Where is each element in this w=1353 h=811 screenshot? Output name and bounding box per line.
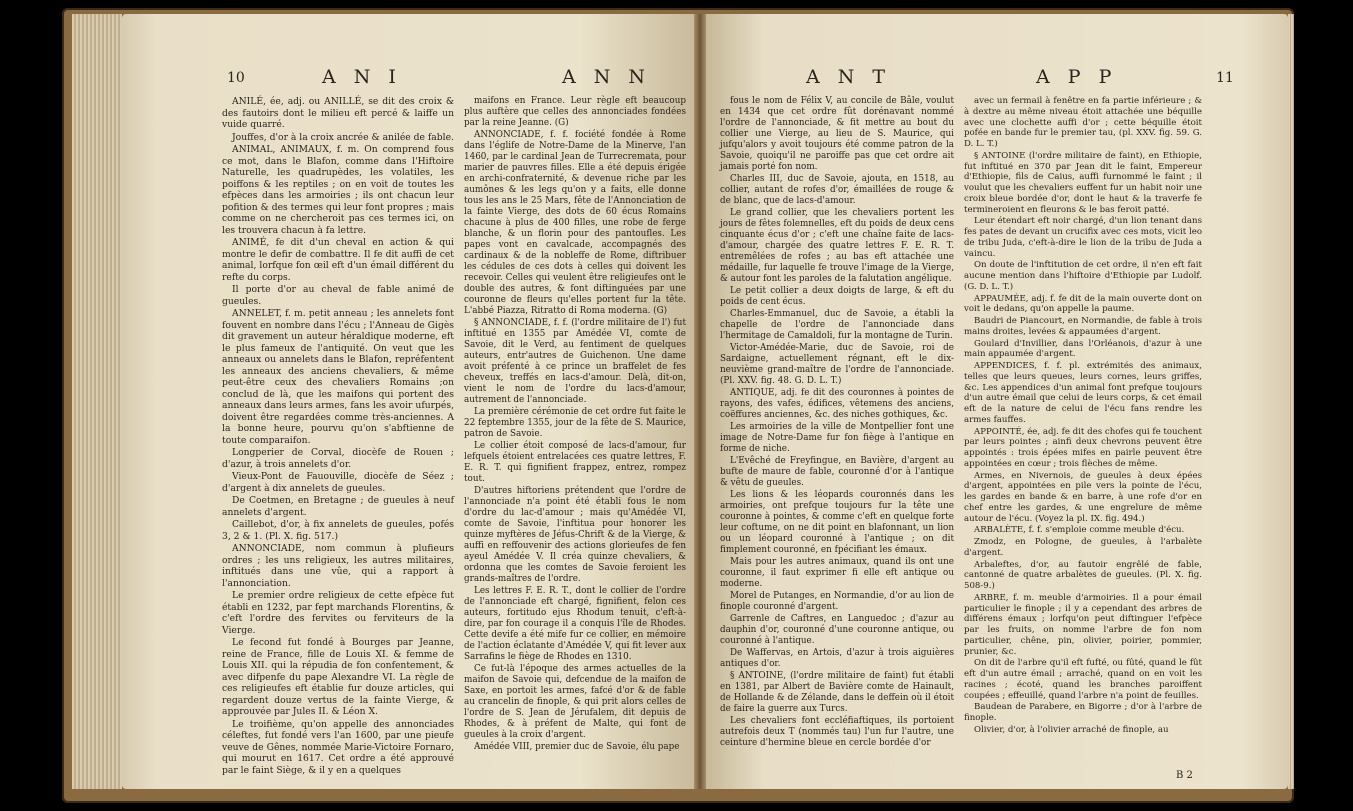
page-stack-right (1288, 14, 1294, 789)
signature-mark: B 2 (1176, 770, 1193, 781)
paragraph: Zmodz, en Pologne, de gueules, à l'arbalète d'argent. (964, 537, 1202, 558)
paragraph: De Waffervas, en Artois, d'azur à trois aiguières antiques d'or. (720, 648, 954, 669)
paragraph: Baudri de Piancourt, en Normandie, de fable à trois mains droites, levées & appaumées d'argent. (964, 316, 1202, 337)
paragraph: Les armoiries de la ville de Montpellier font une image de Notre-Dame fur fon fiège à l'antique en forme de niche. (720, 422, 954, 454)
book-gutter (694, 14, 706, 789)
page-number-left: 10 (227, 70, 245, 86)
paragraph: Leur étendart eft noir chargé, d'un lion tenant dans fes pates de devant un crucifix avec ces mots, vicit leo de tribu Juda, c'eft-à-dire le lion de la tribu de Juda a vaincu. (964, 216, 1202, 259)
paragraph: Longperier de Corval, diocèfe de Rouen ; d'azur, à trois annelets d'or. (222, 447, 454, 470)
paragraph: ANILÉ, ée, adj. ou ANILLÉ, se dit des croix & des fautoirs dont le milieu eft percé & laiffe un vuide quarré. (222, 96, 454, 130)
paragraph: Charles III, duc de Savoie, ajouta, en 1518, au collier, autant de rofes d'or, émaillées de rouge & de blanc, que de lacs-d'amour. (720, 174, 954, 206)
paragraph: Garrenle de Caftres, en Languedoc ; d'azur au dauphin d'or, couronné d'une couronne antique, ou couronné à l'antique. (720, 614, 954, 646)
paragraph: Arbaleftes, d'or, au fautoir engrêlé de fable, cantonné de quatre arbalètes de gueules. (Pl. X. fig. 508-9.) (964, 559, 1202, 591)
paragraph: § ANNONCIADE, f. f. (l'ordre militaire de l') fut inftitué en 1355 par Amédée VI, comte de Savoie, dit le Verd, au fentiment de quelques auteurs, entr'autres de Guichenon. Une dame avoit préfenté à ce prince un braffelet de fes cheveux, treffés en lacs-d'amour. Delà, dit-on, vient le nom de l'ordre du lacs-d'amour, autrement de l'annonciade. (464, 318, 686, 405)
paragraph: Les lions & les léopards couronnés dans les armoiries, ont prefque toujours fur la tête une couronne à pointes, & comme c'eft en quelque forte leur coftume, on ne dit point en blafonnant, un lion ou un léopard couronné à l'antique ; on dit fimplement couronné, en fpécifiant les émaux. (720, 490, 954, 555)
paragraph: ANIMÉ, fe dit d'un cheval en action & qui montre le defir de combattre. Il fe dit auffi de cet animal, lorfque fon œil eft d'un émail différent du refte du corps. (222, 237, 454, 283)
paragraph: Le collier étoit composé de lacs-d'amour, fur lefquels étoient entrelacées ces quatre lettres, F. E. R. T. qui fignifient frappez, entrez, rompez tout. (464, 441, 686, 484)
paragraph: ARBRE, f. m. meuble d'armoiries. Il a pour émail particulier le finople ; il y a cependant des arbres de différens émaux ; lorfqu'on peut diftinguer l'efpèce par les fruits, on nomme l'arbre de fon nom particulier, chêne, pin, olivier, poirier, pommier, prunier, &c. (964, 592, 1202, 657)
paragraph: ANNONCIADE, nom commun à plufieurs ordres ; les uns religieux, les autres militaires, inftitués dans une vûe, qui a rapport à l'annonciation. (222, 543, 454, 589)
paragraph: Morel de Putanges, en Normandie, d'or au lion de finople couronné d'argent. (720, 591, 954, 612)
paragraph: ANTIQUE, adj. fe dit des couronnes à pointes de rayons, des vafes, édifices, vêtemens des anciens, coëffures anciennes, &c. des niches gothiques, &c. (720, 388, 954, 420)
paragraph: Olivier, d'or, à l'olivier arraché de finople, au (974, 724, 1169, 735)
paragraph: Le troifième, qu'on appelle des annonciades céleftes, fut fondé vers l'an 1600, par une pieufe veuve de Gênes, nommée Marie-Victoire Fornaro, qui mourut en 1617. Cet ordre a été approuvé par le faint Siège, & il y en a quelques (222, 718, 454, 776)
column-4 (964, 96, 1202, 737)
paragraph: Le fecond fut fondé à Bourges par Jeanne, reine de France, fille de Louis XI. & femme de Louis XII. qui la répudia de fon confentement, & avec difpenfe du pape Alexandre VI. La règle de ces religieufes eft établie fur douze articles, qui regardent douze vertus de la fainte Vierge, & approuvée par Jules II. & Léon X. (222, 637, 454, 717)
paragraph: fous le nom de Félix V, au concile de Bâle, voulut en 1434 que cet ordre fût dorénavant nommé l'ordre de l'annonciade, & fit mettre au bout du collier une Vierge, au lieu de S. Maurice, qui jufqu'alors y avoit toujours été comme patron de la Savoie, quoiqu'il ne paroiffe pas que cet ordre ait jamais porté fon nom. (720, 96, 954, 172)
paragraph: Armes, en Nivernois, de gueules à deux épées d'argent, appointées en pile vers la pointe de l'écu, les gardes en bande & en barre, à une rofe d'or en chef entre les gardes, & une engrelure de même autour de l'écu. (Voyez la pl. IX. fig. 494.) (964, 470, 1202, 524)
paragraph: Ce fut-là l'époque des armes actuelles de la maifon de Savoie qui, defcendue de la maifon de Saxe, en portoit les armes, fafcé d'or & de fable au crancelin de finople, & qui prit alors celles de l'ordre de S. Jean de Jérufalem, dit depuis de Rhodes, & à préfent de Malte, qui font de gueules à la croix d'argent. (464, 664, 686, 740)
paragraph: De Coetmen, en Bretagne ; de gueules à neuf annelets d'argent. (222, 495, 454, 518)
paragraph: Les chevaliers font eccléfiaftiques, ils portoient autrefois deux T (nommés tau) l'un fur l'autre, une ceinture d'hermine bleue en cercle bordée d'or (720, 716, 954, 748)
paragraph: § ANTOINE, (l'ordre militaire de faint) fut établi en 1381, par Albert de Bavière comte de Hainault, de Hollande & de Zélande, dans le deffein où il étoit de faire la guerre aux Turcs. (720, 671, 954, 714)
paragraph: Amédée VIII, premier duc de Savoie, élu pape (474, 742, 680, 752)
paragraph: Il porte d'or au cheval de fable animé de gueules. (222, 284, 454, 307)
paragraph: On doute de l'inftitution de cet ordre, il n'en eft fait aucune mention dans l'hiftoire d'Ethiopie par Ludolf. (G. D. L. T.) (964, 260, 1202, 292)
column-3 (720, 96, 954, 750)
paragraph: ANNELET, f. m. petit anneau ; les annelets font fouvent en nombre dans l'écu ; l'Anneau de Gigès dit gravement un auteur héraldique moderne, eft le plus fameux de l'antiquité. On veut que les anneaux ou annelets dans le Blafon, repréfentent les anneaux des anciens chevaliers, & même peut-être ceux des chevaliers Romains ;on conclud de là, que les maifons qui portent des anneaux dans leurs armes, fans les avoir ufurpés, doivent être regardées comme très-anciennes. A la bonne heure, pourvu qu'on s'abftienne de toute comparaifon. (222, 308, 454, 446)
paragraph: Le petit collier a deux doigts de large, & eft du poids de cent écus. (720, 286, 954, 307)
paragraph: Victor-Amédée-Marie, duc de Savoie, roi de Sardaigne, actuellement régnant, eft le dix-neuvième grand-maître de l'ordre de l'annonciade. (Pl. XXV. fig. 48. G. D. L. T.) (720, 343, 954, 386)
paragraph: APPENDICES, f. f. pl. extrémités des animaux, telles que leurs queues, leurs cornes, leurs griffes, &c. Les appendices d'un animal font prefque toujours d'un autre émail que celui de leurs corps, & cet émail eft de la nature de celui de l'écu fans rendre les armes fauffes. (964, 361, 1202, 425)
paragraph: avec un fermail à fenêtre en fa partie inférieure ; & à dextre au même niveau étoit attachée une béquille avec une clochette auffi d'or ; cette béquille étoit pofée en bande fur le premier tau, (pl. XXV. fig. 59. G. D. L. T.) (964, 96, 1202, 149)
paragraph: Charles-Emmanuel, duc de Savoie, a établi la chapelle de l'ordre de l'annonciade dans l'hermitage de Camaldoli, fur la montagne de Turin. (720, 309, 954, 341)
paragraph: Vieux-Pont de Fauouville, diocèfe de Séez ; d'argent à dix annelets de gueules. (222, 471, 454, 494)
paragraph: ANIMAL, ANIMAUX, f. m. On comprend fous ce mot, dans le Blafon, comme dans l'Hiftoire Naturelle, les quadrupèdes, les volatiles, les poiffons & les reptiles ; on en voit de toutes les efpèces dans les armoiries ; ils ont chacun leur pofition & des termes qui leur font propres ; mais comme on ne chercheroit pas ces termes ici, on les trouvera chacun à fa lettre. (222, 144, 454, 236)
column-1 (222, 96, 454, 777)
left-page (122, 14, 694, 789)
paragraph: L'Evêché de Freyfingue, en Bavière, d'argent au bufte de maure de fable, couronné d'or à l'antique & vêtu de gueules. (720, 456, 954, 488)
paragraph: maifons en France. Leur règle eft beaucoup plus auftère que celles des annonciades fondées par la reine Jeanne. (G) (464, 96, 686, 128)
paragraph: Jouffes, d'or à la croix ancrée & anilée de fable. (232, 131, 454, 143)
paragraph: La première cérémonie de cet ordre fut faite le 22 feptembre 1355, jour de la fête de S. Maurice, patron de Savoie. (464, 407, 686, 439)
paragraph: Caillebot, d'or, à fix annelets de gueules, pofés 3, 2 & 1. (Pl. X. fig. 517.) (222, 519, 454, 542)
paragraph: ARBALÈTE, f. f. s'emploie comme meuble d'écu. (974, 525, 1185, 536)
right-page (706, 14, 1288, 789)
paragraph: Le grand collier, que les chevaliers portent les jours de fêtes folemnelles, eft du poids de deux cens cinquante écus d'or ; c'eft une chaîne faite de lacs-d'amour, chargée des quatre lettres F. E. R. T. entremêlées de rofes ; au bas eft attachée une médaille, fur laquelle fe trouve l'image de la Vierge, & autour font les paroles de la falutation angélique. (720, 208, 954, 284)
paragraph: § ANTOINE (l'ordre militaire de faint), en Ethiopie, fut inftitué en 370 par Jean dit le faint, Empereur d'Ethiopie, fils de Caius, auffi furnommé le faint ; il voulut que les chevaliers euffent fur un habit noir une croix bleue bordée d'or, dont le haut & la traverfe fe termineroient en fleurons & le bas feroit patté. (964, 150, 1202, 215)
paragraph: D'autres hiftoriens prétendent que l'ordre de l'annonciade n'a point été établi fous le nom d'ordre du lac-d'amour ; mais qu'Amédée VI, comte de Savoie, l'inftitua pour honorer les quinze myftères de Jéfus-Chrift & de la Vierge, & auffi en reffouvenir des actions glorieufes de fen ayeul Amédée V. Il créa quinze chevaliers, & ordonna que les comtes de Savoie feroient les grands-maîtres de l'ordre. (464, 486, 686, 584)
paragraph: Mais pour les autres animaux, quand ils ont une couronne, il faut exprimer fi elle eft antique ou moderne. (720, 557, 954, 589)
page-number-right: 11 (1216, 70, 1234, 86)
running-head-right: A P P (1036, 66, 1118, 88)
paragraph: Goulard d'Invillier, dans l'Orléanois, d'azur à une main appaumée d'argent. (964, 338, 1202, 360)
paragraph: Baudean de Parabere, en Bigorre ; d'or à l'arbre de finople. (964, 702, 1202, 723)
page-stack-left (72, 14, 122, 789)
paragraph: ANNONCIADE, f. f. fociété fondée à Rome dans l'églife de Notre-Dame de la Minerve, l'an 1460, par le cardinal Jean de Turrecremata, pour marier de pauvres filles. Elle a été depuis érigée en archi-confraternité, & devenue riche par les aumônes & les legs qu'on y a faits, elle donne tous les ans le 25 Mars, fête de l'Annonciation de la fainte Vierge, des dots de 60 écus Romains chacune à plus de 400 filles, une robe de ferge blanche, & un florin pour des pantoufles. Les papes vont en cavalcade, accompagnés des cardinaux & de la nobleffe de Rome, diftribuer les cédules de ces dots à celles qui doivent les recevoir. Celles qui veulent être religieufes ont le double des autres, & font diftinguées par une couronne de fleurs qu'elles portent fur la tête. L'abbé Piazza, Ritratto di Roma moderna. (G) (464, 130, 686, 316)
running-head-right: A N N (562, 66, 652, 88)
paragraph: Le premier ordre religieux de cette efpèce fut établi en 1232, par fept marchands Florentins, & c'eft l'ordre des fervites ou ferviteurs de la Vierge. (222, 590, 454, 636)
column-2 (464, 96, 686, 754)
running-head-left: A N I (322, 66, 402, 88)
paragraph: APPOINTÉ, ée, adj. fe dit des chofes qui fe touchent par leurs pointes ; ainfi deux chevrons peuvent être appointés : trois épées mifes en pairle peuvent être appointées en cœur ; trois flèches de même. (964, 426, 1202, 469)
paragraph: APPAUMÉE, adj. f. fe dit de la main ouverte dont on voit le dedans, qu'on appelle la paume. (964, 293, 1202, 315)
paragraph: On dit de l'arbre qu'il eft fufté, ou fûté, quand le fût eft d'un autre émail ; arraché, quand on en voit les racines ; écoté, quand les branches paroiffent coupées ; effeuillé, quand l'arbre n'a point de feuilles. (964, 658, 1202, 701)
running-head-left: A N T (806, 66, 892, 88)
paragraph: Les lettres F. E. R. T., dont le collier de l'ordre de l'annonciade eft chargé, fignifient, felon ces auteurs, fortitudo ejus Rhodum tenuit, c'eft-à-dire, par fon courage il a conquis l'île de Rhodes. Cette devife a été mife fur ce collier, en mémoire de l'action éclatante d'Amédée V, qui fit lever aux Sarrafins le fiège de Rhodes en 1310. (464, 586, 686, 662)
